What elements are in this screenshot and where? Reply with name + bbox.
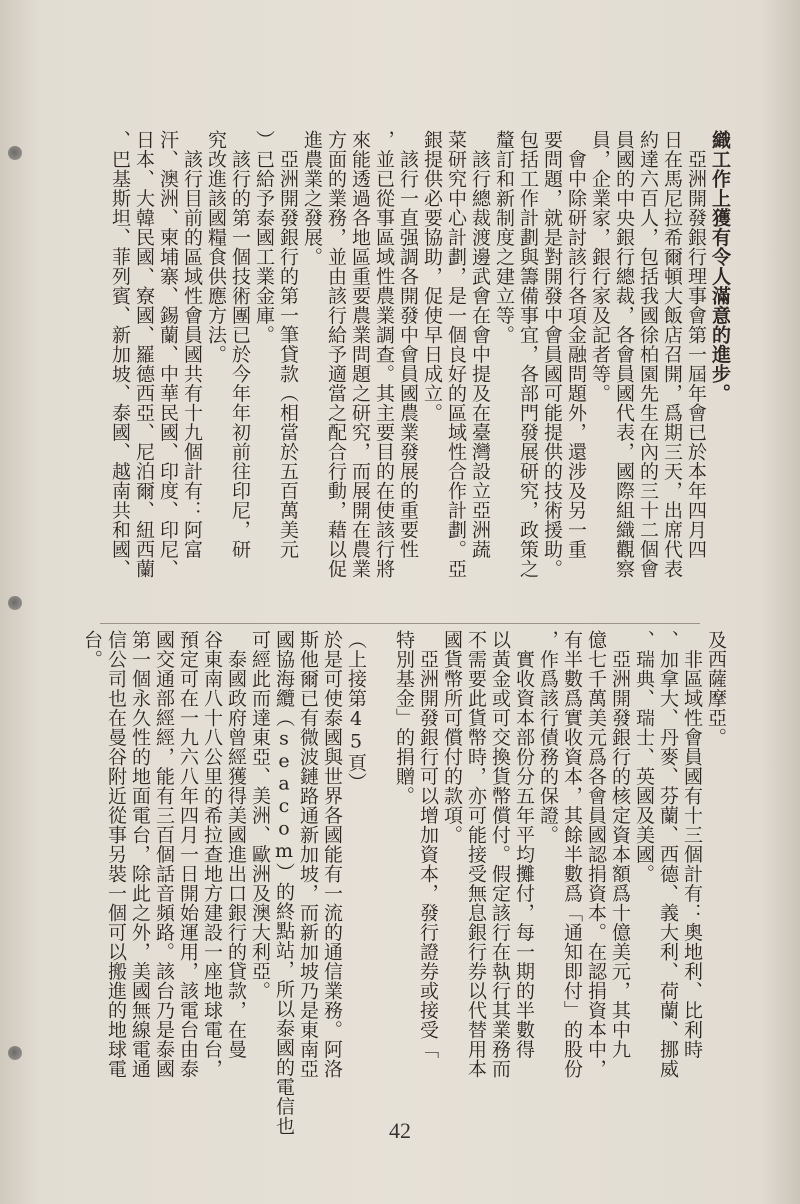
text-line: 該行的第一個技術團已於今年年初前往印尼，研 xyxy=(229,130,251,559)
text-line: 該行總裁渡邊武會在會中提及在臺灣設立亞洲蔬 xyxy=(469,130,491,559)
text-line: 於是可使泰國與世界各國能有一流的通信業務。阿洛 xyxy=(321,630,343,1079)
text-line: 亞洲開發銀行的第一筆貸款（相當於五百萬美元 xyxy=(277,130,299,559)
text-line xyxy=(368,630,392,1090)
text-line: 泰國政府曾經獲得美國進出口銀行的貸款，在曼 xyxy=(225,630,247,1059)
text-line: 預定可在一九六八年四月一日開始運用，該電台由泰 xyxy=(177,630,199,1079)
text-line: 國協海纜（seacom）的終點站，所以泰國的電信也 xyxy=(273,630,295,1136)
text-line: 來能透過各地區重要農業問題之研究，而展開在農業 xyxy=(349,130,371,579)
text-line: 菜研究中心計劃，是一個良好的區域性合作計劃。亞 xyxy=(445,130,467,579)
text-line: 特別基金」的捐贈。 xyxy=(393,630,415,806)
text-line: 包括工作計劃與籌備事宜，各部門發展研究，政策之 xyxy=(517,130,539,579)
text-line: 、瑞典、瑞士、英國及美國。 xyxy=(633,630,655,884)
text-line: 不需要此貨幣時，亦可能接受無息銀行券以代替用本 xyxy=(465,630,487,1079)
text-line: 日本、大韓民國、寮國、羅德西亞、尼泊爾、紐西蘭 xyxy=(133,130,155,579)
text-line: 員，企業家，銀行家及記者等。 xyxy=(589,130,611,403)
text-line: 約達六百人，包括我國徐柏園先生在內的三十二個會 xyxy=(637,130,659,579)
text-line: 究改進該國糧食供應方法。 xyxy=(205,130,227,364)
binding-hole-top xyxy=(8,146,22,160)
text-line: 谷東南八十八公里的希拉查地方建設一座地球電台， xyxy=(201,630,223,1079)
text-line: 該行目前的區域性會員國共有十九個計有：阿富 xyxy=(181,130,203,559)
top-text-column xyxy=(108,130,732,620)
column-separator xyxy=(100,623,700,624)
text-line: 員國的中央銀行總裁，各會員國代表，國際組織觀察 xyxy=(613,130,635,579)
text-line: 銀提供必要協助，促使早日成立。 xyxy=(421,130,443,423)
text-line: 亞洲開發銀行可以增加資本，發行證券或接受「 xyxy=(417,630,439,1059)
text-line: 以黃金或可交換貨幣償付。假定該行在執行其業務而 xyxy=(489,630,511,1079)
text-line: 台。 xyxy=(81,630,103,669)
text-line: 、加拿大、丹麥、芬蘭、西德、義大利、荷蘭、挪威 xyxy=(657,630,679,1079)
text-line: 亞洲開發銀行理事會第一屆年會已於本年四月四 xyxy=(685,130,707,559)
text-line: 亞洲開發銀行的核定資本額爲十億美元，其中九 xyxy=(609,630,631,1059)
text-line: 可經此而達東亞、美洲、歐洲及澳大利亞。 xyxy=(249,630,271,1001)
text-line: 會中除研討該行各項金融問題外，還涉及另一重 xyxy=(565,130,587,559)
text-line: 信公司也在曼谷附近從事另裝一個可以搬進的地球電 xyxy=(105,630,127,1079)
text-line: 、巴基斯坦、菲列賓、新加坡、泰國、越南共和國、 xyxy=(109,130,131,579)
text-line: 汗、澳洲、柬埔寨、錫蘭、中華民國、印度、印尼、 xyxy=(157,130,179,579)
text-line: 非區域性會員國有十三個計有：奧地利、比利時 xyxy=(681,630,703,1059)
text-line: 國貨幣所可償付的款項。 xyxy=(441,630,463,845)
binding-hole-bottom xyxy=(8,1046,22,1060)
text-line: 要問題，就是對開發中會員國可能提供的技術援助。 xyxy=(541,130,563,579)
text-line: 第一個永久性的地面電台，除此之外，美國無線電通 xyxy=(129,630,151,1079)
text-line: 國交通部經經，能有三百個話音頻路。該台乃是泰國 xyxy=(153,630,175,1079)
text-line: 億七千萬美元爲各會員國認捐資本。在認捐資本中， xyxy=(585,630,607,1079)
text-line: ）已給予泰國工業金庫。 xyxy=(253,130,275,345)
text-line: 釐訂和新制度之建立等。 xyxy=(493,130,515,345)
text-line: 有半數爲實收資本，其餘半數爲「通知即付」的股份 xyxy=(561,630,583,1079)
page-number: 42 xyxy=(389,1118,411,1143)
text-line: 方面的業務，並由該行給予適當之配合行動，藉以促 xyxy=(325,130,347,579)
text-line: 該行一直强調各開發中會員國農業發展的重要性 xyxy=(397,130,419,559)
text-line: 斯他爾已有微波鏈路通新加坡，而新加坡乃是東南亞 xyxy=(297,630,319,1079)
text-line: （上接第45頁） xyxy=(345,630,367,792)
text-line: ，並已從事區域性農業調查。其主要目的在使該行將 xyxy=(373,130,395,579)
text-line: 進農業之發展。 xyxy=(301,130,323,267)
text-line: 織工作上獲有令人滿意的進步。 xyxy=(709,130,731,403)
text-line: ，作爲該行債務的保證。 xyxy=(537,630,559,845)
text-line: 及西薩摩亞。 xyxy=(705,630,727,747)
text-line: 實收資本部份分五年平均攤付，每一期的半數得 xyxy=(513,630,535,1059)
binding-hole-middle xyxy=(8,596,22,610)
text-line: 日在馬尼拉希爾頓大飯店召開，爲期三天，出席代表 xyxy=(661,130,683,579)
